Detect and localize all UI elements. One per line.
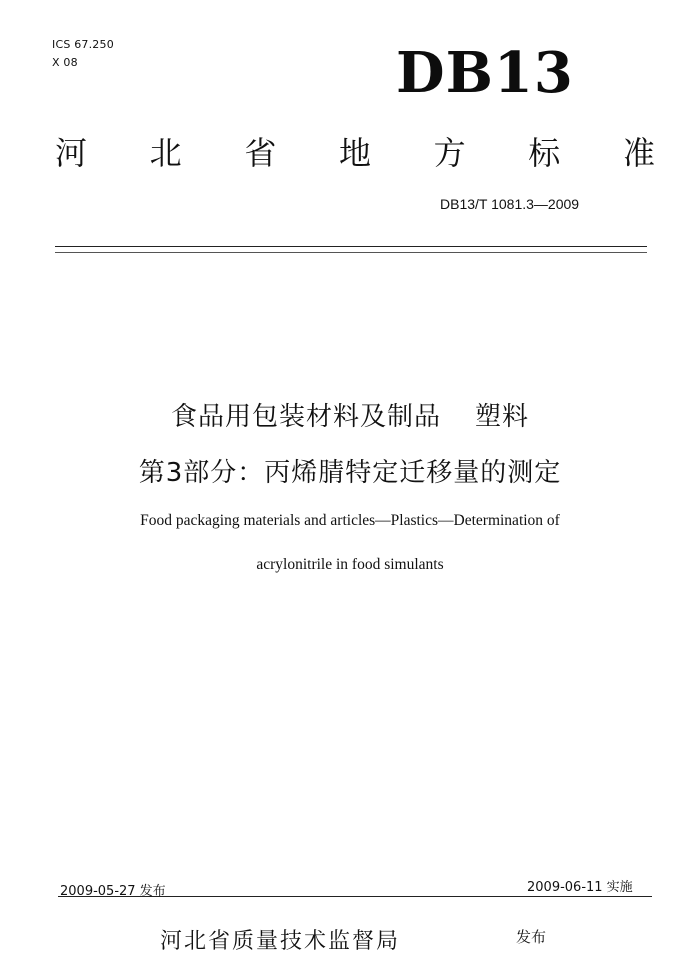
header-divider-secondary bbox=[55, 252, 647, 253]
document-type-heading bbox=[55, 128, 655, 174]
doc-type-char: 北 bbox=[149, 134, 182, 172]
footer-divider bbox=[58, 896, 652, 897]
publisher-suffix: 发布 bbox=[516, 928, 547, 946]
doc-type-char: 地 bbox=[338, 134, 371, 172]
publisher-name: 河北省质量技术监督局 bbox=[160, 929, 401, 954]
issue-date: 2009-05-27 发布 bbox=[60, 884, 166, 899]
doc-type-char: 省 bbox=[244, 134, 277, 172]
classification-code: X 08 bbox=[52, 56, 78, 69]
doc-type-char: 河 bbox=[55, 134, 88, 172]
standard-number: DB13/T 1081.3—2009 bbox=[440, 196, 580, 212]
ics-code: ICS 67.250 bbox=[52, 38, 114, 51]
doc-type-char: 标 bbox=[528, 134, 561, 172]
title-line-1 bbox=[0, 396, 700, 433]
title-main: 食品用包装材料及制品 bbox=[170, 402, 441, 432]
title-subject: 塑料 bbox=[475, 402, 530, 432]
implementation-date: 2009-06-11 实施 bbox=[527, 880, 633, 895]
english-title-line-1: Food packaging materials and articles—Plastics—Determination of bbox=[140, 512, 560, 529]
doc-type-char: 方 bbox=[433, 134, 466, 172]
english-title-line-2: acrylonitrile in food simulants bbox=[256, 556, 444, 573]
doc-type-char: 准 bbox=[622, 134, 655, 172]
db13-logo: DB13 bbox=[396, 40, 574, 106]
header-divider bbox=[55, 246, 647, 247]
title-line-2: 第3部分：丙烯腈特定迁移量的测定 bbox=[138, 458, 562, 488]
